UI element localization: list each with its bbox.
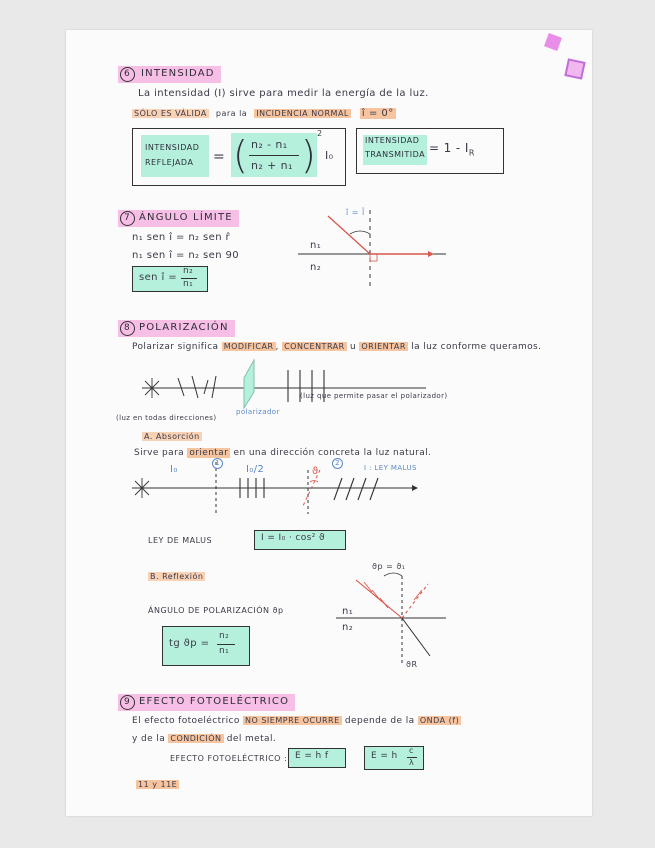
section-6-number: 6 [120, 67, 135, 82]
sen-i-den: n₁ [183, 279, 194, 289]
tg-text: tg ϑp = [169, 638, 210, 649]
angulo-polarizacion: ÁNGULO DE POLARIZACIÓN ϑp [148, 606, 284, 615]
absorcion-line [134, 448, 431, 458]
bottom-note: 11 y 11E [138, 780, 178, 789]
direccion-text: en una dirección concreta la luz natural. [233, 448, 432, 458]
i0-symbol: I₀ [325, 149, 334, 162]
sen-i-text: sen î = [139, 272, 178, 283]
section-6-title: INTENSIDAD [141, 68, 215, 79]
no-siempre-text: NO SIEMPRE OCURRE [245, 716, 340, 725]
tg-bar [217, 644, 235, 645]
para-la-text: para la [215, 109, 248, 118]
transmitida-sub: R [468, 148, 475, 158]
marker-1: 1 [212, 458, 223, 469]
tg-box [162, 626, 250, 666]
e-hc-text: E = h [371, 751, 398, 761]
onda-text: ONDA (f) [419, 716, 460, 725]
fig8-bottom-label: ϑR [406, 660, 418, 669]
section-8-header [118, 320, 235, 337]
section-9-line2 [132, 734, 276, 744]
orientar-text: ORIENTAR [361, 342, 406, 351]
ley-malus-formula: I = I₀ · cos² ϑ [261, 533, 325, 543]
label-i0-half: I₀/2 [246, 464, 265, 475]
e-hf-formula: E = h f [295, 751, 329, 761]
sen-i-num: n₂ [183, 266, 194, 276]
section-8-title: POLARIZACIÓN [139, 322, 229, 333]
section-7-title: ÁNGULO LÍMITE [139, 212, 233, 223]
y-de-la-text: y de la [132, 734, 166, 744]
u-text: u [349, 342, 357, 352]
depende-text: depende de la [344, 716, 415, 726]
polarization-diagram [142, 360, 426, 408]
del-metal-text: del metal. [226, 734, 277, 744]
e-hf-box [288, 748, 346, 768]
incidencia-normal-text: INCIDENCIA NORMAL [256, 109, 349, 118]
fig8-n2: n₂ [342, 622, 354, 633]
sub-a-absorcion: A. Absorción [144, 432, 200, 441]
sirve-para-text: Sirve para [134, 448, 185, 458]
fig7-n2: n₂ [310, 262, 322, 273]
orientar-highlight: orientar [189, 448, 229, 458]
section-7-line2: n₁ sen î = n₂ sen 90 [132, 250, 240, 261]
e-hc-box [364, 746, 424, 770]
fig7-n1: n₁ [310, 240, 322, 251]
reflejada-label-line1: INTENSIDAD [145, 143, 200, 152]
efecto-label: EFECTO FOTOELÉCTRICO : [170, 754, 288, 763]
e-hc-den: λ [409, 758, 415, 767]
reflejada-equals: = [213, 149, 226, 165]
sub-b-reflexion: B. Reflexión [150, 572, 204, 581]
reflejada-label-line2: REFLEJADA [145, 158, 194, 167]
e-hc-num: c [409, 746, 414, 755]
section-7-number: 7 [120, 211, 135, 226]
label-i0: I₀ [170, 464, 178, 475]
section-7-line1: n₁ sen î = n₂ sen r̂ [132, 232, 231, 243]
transmitida-label-line1: INTENSIDAD [365, 136, 420, 145]
solo-valida-text: SÓLO ES VÁLIDA [134, 109, 207, 118]
caption-polarizador: polarizador [236, 408, 280, 416]
transmitida-eq: = 1 - I [429, 141, 469, 155]
section-9-number: 9 [120, 695, 135, 710]
concentrar-text: CONCENTRAR [284, 342, 345, 351]
fig8-n1: n₁ [342, 606, 354, 617]
tg-num: n₂ [219, 631, 230, 641]
right-paren: ) [301, 133, 316, 177]
fig8-top-label: ϑp = ϑ₁ [372, 562, 406, 571]
section-9-header [118, 694, 295, 711]
angle-zero-text: î = 0° [361, 108, 394, 119]
section-9-title: EFECTO FOTOELÉCTRICO [139, 696, 290, 707]
fraction-denominator: n₂ + n₁ [251, 159, 293, 172]
section-9-line1 [132, 716, 461, 726]
notebook-page [66, 30, 592, 816]
fig7-angle-label: î = l̂ [346, 208, 365, 217]
section-8-number: 8 [120, 321, 135, 336]
condicion-text: CONDICIÓN [170, 734, 222, 743]
theta-symbol: ϑ [312, 466, 319, 477]
left-paren: ( [233, 133, 248, 177]
marker-2: 2 [332, 458, 343, 469]
conforme-text: la luz conforme queramos. [411, 342, 542, 352]
exponent: 2 [317, 129, 323, 138]
polarizar-text: Polarizar significa [132, 342, 219, 352]
fraction-numerator: n₂ - n₁ [251, 138, 288, 151]
tg-den: n₁ [219, 646, 230, 656]
section-8-line1: Polarizar significa MODIFICAR , CONCENTRAR u ORIENTAR la luz conforme queramos. [132, 342, 542, 352]
efecto-text: El efecto fotoeléctrico [132, 716, 240, 726]
modificar-text: MODIFICAR [223, 342, 274, 351]
reflection-diagram [336, 573, 446, 666]
ley-malus-box [254, 530, 346, 550]
label-ley-malus: I : LEY MALUS [364, 464, 417, 472]
transmitida-label-line2: TRANSMITIDA [365, 150, 426, 159]
section-6-line1: La intensidad (I) sirve para medir la energía de la luz. [138, 88, 429, 99]
caption-all-directions: (luz en todas direcciones) [116, 414, 217, 422]
ley-malus-label: LEY DE MALUS [148, 536, 213, 545]
caption-luz-pasar: (luz que permite pasar el polarizador) [300, 392, 448, 400]
